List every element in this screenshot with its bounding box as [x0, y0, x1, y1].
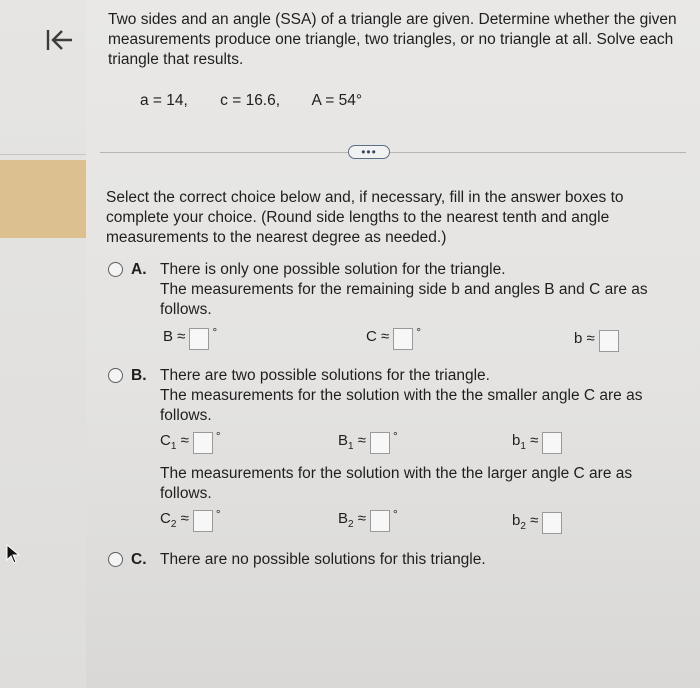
- option-c-letter: C.: [131, 551, 147, 568]
- option-a-B-label: B ≈: [163, 328, 186, 345]
- back-to-first-button[interactable]: [42, 24, 76, 58]
- option-b-b1-field: [512, 432, 562, 454]
- option-b-B1-field: [338, 429, 398, 454]
- option-a-b-label: b ≈: [574, 330, 595, 347]
- option-a-line1: There is only one possible solution for the triangle.: [160, 261, 506, 278]
- option-b-C1-field: [160, 429, 221, 454]
- expand-more-button[interactable]: •••: [348, 145, 390, 159]
- option-a-line2: The measurements for the remaining side b and angles B and C are as follows.: [160, 281, 648, 318]
- left-panel-divider: [0, 154, 86, 155]
- given-a: a = 14,: [140, 92, 188, 109]
- option-a-radio[interactable]: [108, 262, 123, 277]
- left-panel-highlight: [0, 160, 86, 238]
- option-b-line3: The measurements for the solution with the the larger angle C are as follows.: [160, 465, 633, 502]
- degree-symbol: °: [416, 325, 422, 339]
- back-to-first-icon: [42, 24, 76, 58]
- instructions: Select the correct choice below and, if necessary, fill in the answer boxes to complete your choice. (Round side lengths to the nearest tenth and angle measurements to the nearest degree as needed.): [106, 189, 624, 246]
- option-a-b-field: [574, 330, 619, 352]
- option-b-line2: The measurements for the solution with the the smaller angle C are as follows.: [160, 387, 643, 424]
- mouse-cursor-icon: [6, 544, 22, 564]
- option-b-b2-field: [512, 512, 562, 534]
- option-b-B1-label: $B_1$ ≈: [338, 432, 366, 452]
- degree-symbol: °: [215, 507, 221, 521]
- problem-prompt: Two sides and an angle (SSA) of a triangle are given. Determine whether the given measurements produce one triangle, two triangles, or no triangle at all. Solve each triangle that results.: [108, 11, 677, 68]
- section-divider: [100, 152, 686, 153]
- degree-symbol: °: [215, 429, 221, 443]
- degree-symbol: °: [392, 507, 398, 521]
- option-b-B2-field: [338, 507, 398, 532]
- option-a-text: [160, 260, 670, 320]
- option-b-B2-label: $B_2$ ≈: [338, 510, 366, 530]
- degree-symbol: °: [392, 429, 398, 443]
- option-b-B2-input[interactable]: [370, 510, 390, 532]
- option-a-C-input[interactable]: [393, 328, 413, 350]
- given-c: c = 16.6,: [220, 92, 281, 109]
- option-a-B-input[interactable]: [189, 328, 209, 350]
- option-a-b-input[interactable]: [599, 330, 619, 352]
- option-b-C2-input[interactable]: [193, 510, 213, 532]
- left-panel: [0, 0, 86, 688]
- option-b-line1: There are two possible solutions for the triangle.: [160, 367, 490, 384]
- option-b-C2-label: $C_2$ ≈: [160, 510, 189, 530]
- option-c-text: There are no possible solutions for this triangle.: [160, 551, 486, 568]
- option-b-B1-input[interactable]: [370, 432, 390, 454]
- option-b-C1-input[interactable]: [193, 432, 213, 454]
- option-b-text: [160, 366, 670, 426]
- given-angle-A: A = 54°: [311, 92, 363, 109]
- option-b-radio[interactable]: [108, 368, 123, 383]
- option-a-B-field: [163, 325, 218, 350]
- option-b-b1-label: $b_1$ ≈: [512, 432, 539, 452]
- given-measurements: [140, 92, 390, 110]
- option-b-b2-input[interactable]: [542, 512, 562, 534]
- degree-symbol: °: [212, 325, 218, 339]
- option-a-C-field: [366, 325, 422, 350]
- option-a-C-label: C ≈: [366, 328, 390, 345]
- option-b-letter: B.: [131, 367, 147, 384]
- option-a-letter: A.: [131, 261, 147, 278]
- option-b-b2-label: $b_2$ ≈: [512, 512, 539, 532]
- option-b-C2-field: [160, 507, 221, 532]
- option-b-C1-label: $C_1$ ≈: [160, 432, 189, 452]
- option-c-radio[interactable]: [108, 552, 123, 567]
- option-b-b1-input[interactable]: [542, 432, 562, 454]
